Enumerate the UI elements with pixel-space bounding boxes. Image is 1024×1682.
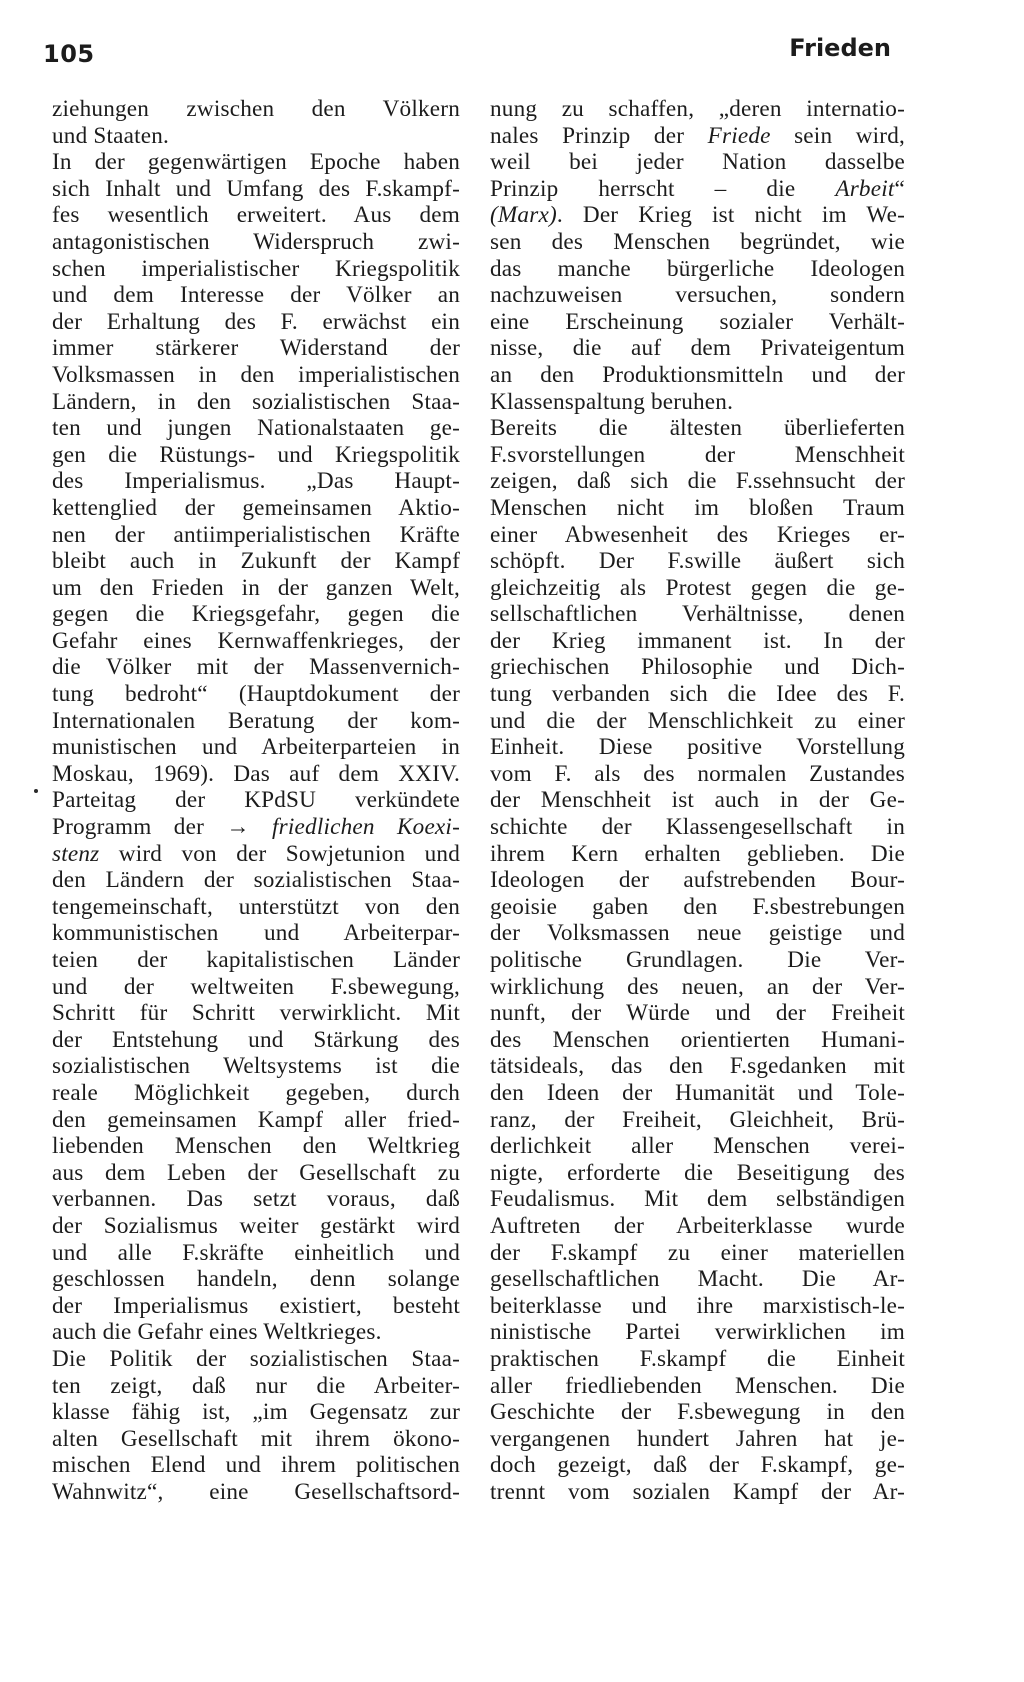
right-column-line: aller friedliebenden Menschen. Die [490,1372,905,1399]
left-column-line: ziehungen zwischen den Völkern [52,96,460,122]
left-column-line: Wahnwitz“, eine Gesellschaftsord- [52,1478,460,1505]
right-column-line: an den Produktionsmitteln und der [490,361,905,388]
right-column-line: nachzuweisen versuchen, sondern [490,282,905,309]
line-text: wird von der Sowjetunion und [99,840,460,867]
left-column-line: mischen Elend und ihrem politischen [52,1452,460,1479]
right-column-line: politische Grundlagen. Die Ver- [490,947,905,973]
right-column-line: ninistische Partei verwirklichen im [490,1319,905,1346]
left-column-line: verbannen. Das setzt voraus, daß [52,1186,460,1213]
left-column-line: Volksmassen in den imperialistischen [52,361,460,388]
line-text: sein wird, [770,122,905,149]
left-column-line: den gemeinsamen Kampf aller fried- [52,1106,460,1133]
right-column-line: sen des Menschen begründet, wie [490,228,905,255]
left-column-line: Die Politik der sozialistischen Staa- [52,1345,460,1372]
right-column-line: Menschen nicht im bloßen Traum [490,494,905,521]
left-column-line: fes wesentlich erweitert. Aus dem [52,202,460,229]
left-column-line: teien der kapitalistischen Länder [52,947,460,973]
italic-text: (Marx) [490,202,557,229]
left-column-line: Gefahr eines Kernwaffenkrieges, der [52,627,460,654]
left-column-line: und alle F.skräfte einheitlich und [52,1239,460,1266]
left-column-line: Moskau, 1969). Das auf dem XXIV. [52,760,460,787]
left-column-line: Internationalen Beratung der kom- [52,707,460,734]
left-column-line: den Ländern der sozialistischen Staa- [52,867,460,894]
italic-text: Arbeit [835,175,895,202]
left-column-line: gegen die Kriegsgefahr, gegen die [52,601,460,628]
right-column-line: griechischen Philosophie und Dich- [490,654,905,681]
left-column-line: liebenden Menschen den Weltkrieg [52,1133,460,1160]
line-text: Programm der [52,814,227,841]
left-column-line: nen der antiimperialistischen Kräfte [52,521,460,548]
left-column-line: und Staaten. [52,122,170,149]
right-column-line: und die der Menschlichkeit zu einer [490,707,905,734]
left-column-line: klasse fähig ist, „im Gegensatz zur [52,1399,460,1426]
right-column-line: schichte der Klassengesellschaft in [490,814,905,841]
left-column-line: ten und jungen Nationalstaaten ge- [52,415,460,442]
line-text: . Der Krieg ist nicht im We- [556,202,905,229]
line-text: nales Prinzip der [490,122,708,149]
right-column-line: der Krieg immanent ist. In der [490,627,905,654]
right-text-column [490,96,905,1505]
right-column-line: doch gezeigt, daß der F.skampf, ge- [490,1452,905,1479]
right-column-line: geoisie gaben den F.sbestrebungen [490,893,905,920]
left-column-line: bleibt auch in Zukunft der Kampf [52,548,460,575]
right-column-line: zeigen, daß sich die F.ssehnsucht der [490,468,905,495]
right-column-line: Bereits die ältesten überlieferten [490,415,905,442]
left-column-line: die Völker mit der Massenvernich- [52,654,460,681]
right-column-line: der Volksmassen neue geistige und [490,920,905,947]
right-column-line: Einheit. Diese positive Vorstellung [490,734,905,761]
left-column-line: kettenglied der gemeinsamen Aktio- [52,494,460,521]
right-column-line: derlichkeit aller Menschen verei- [490,1133,905,1160]
left-column-line: des Imperialismus. „Das Haupt- [52,468,460,495]
right-column-line: Geschichte der F.sbewegung in den [490,1399,905,1426]
left-column-line: immer stärkerer Widerstand der [52,335,460,362]
right-column-line: schöpft. Der F.swille äußert sich [490,548,905,575]
left-column-line: sich Inhalt und Umfang des F.skampf- [52,175,460,202]
right-column-line: Feudalismus. Mit dem selbständigen [490,1186,905,1213]
right-column-line [490,176,905,203]
left-column-line: Schritt für Schritt verwirklicht. Mit [52,1000,460,1027]
right-column-line: nisse, die auf dem Privateigentum [490,335,905,362]
right-column-line: eine Erscheinung sozialer Verhält- [490,308,905,335]
right-column-line: wirklichung des neuen, an der Ver- [490,973,905,1000]
right-column-line: nung zu schaffen, „deren internatio- [490,96,905,122]
left-column-line: kommunistischen und Arbeiterpar- [52,920,460,947]
left-column-line: gen die Rüstungs- und Kriegspolitik [52,441,460,468]
right-column-line: einer Abwesenheit des Krieges er- [490,521,905,548]
right-column-line: nigte, erforderte die Beseitigung des [490,1159,905,1186]
line-text: “ [894,175,905,202]
italic-text: Friede [707,122,771,149]
right-column-line: ranz, der Freiheit, Gleichheit, Brü- [490,1106,905,1133]
left-column-line [52,814,460,841]
left-column-line: ten zeigt, daß nur die Arbeiter- [52,1372,460,1399]
left-column-line: tengemeinschaft, unterstützt von den [52,893,460,920]
right-column-line: F.svorstellungen der Menschheit [490,441,905,468]
right-column-line: praktischen F.skampf die Einheit [490,1345,905,1372]
right-column-line: sellschaftlichen Verhältnisse, denen [490,601,905,628]
italic-text: → friedlichen Koexi- [226,814,460,841]
right-column-line: vom F. als des normalen Zustandes [490,760,905,787]
right-column-line: der Menschheit ist auch in der Ge- [490,787,905,814]
left-column-line: geschlossen handeln, denn solange [52,1266,460,1293]
right-column-line: Ideologen der aufstrebenden Bour- [490,867,905,894]
left-column-line: munistischen und Arbeiterparteien in [52,734,460,761]
right-column-line: beiterklasse und ihre marxistisch-le- [490,1292,905,1319]
left-column-line: Ländern, in den sozialistischen Staa- [52,388,460,415]
right-column-line: nunft, der Würde und der Freiheit [490,1000,905,1027]
left-column-line: und dem Interesse der Völker an [52,282,460,309]
left-column-line: aus dem Leben der Gesellschaft zu [52,1159,460,1186]
right-column-line [490,123,905,150]
page-number: 105 [43,40,95,68]
right-column-line: gleichzeitig als Protest gegen die ge- [490,574,905,601]
right-column-line: des Menschen orientierten Humani- [490,1026,905,1053]
right-column-line: der F.skampf zu einer materiellen [490,1239,905,1266]
left-column-line: um den Frieden in der ganzen Welt, [52,574,460,601]
left-column-line: der Entstehung und Stärkung des [52,1026,460,1053]
left-column-line: schen imperialistischer Kriegspolitik [52,255,460,282]
left-column-line: und der weltweiten F.sbewegung, [52,973,460,1000]
line-text: Prinzip herrscht – die [490,175,836,202]
left-column-line: der Sozialismus weiter gestärkt wird [52,1212,460,1239]
right-column-line: Klassenspaltung beruhen. [490,388,734,415]
left-column-line: der Imperialismus existiert, besteht [52,1292,460,1319]
right-column-line: das manche bürgerliche Ideologen [490,255,905,282]
right-column-line [490,202,905,229]
left-column-line: auch die Gefahr eines Weltkrieges. [52,1319,382,1346]
running-head: Frieden [789,34,891,62]
left-column-line: antagonistischen Widerspruch zwi- [52,228,460,255]
right-column-line: tätsideals, das den F.sgedanken mit [490,1053,905,1080]
left-column-line: tung bedroht“ (Hauptdokument der [52,681,460,708]
print-speck [34,789,38,793]
left-column-line: der Erhaltung des F. erwächst ein [52,308,460,335]
right-column-line: Auftreten der Arbeiterklasse wurde [490,1212,905,1239]
left-column-line: reale Möglichkeit gegeben, durch [52,1079,460,1106]
left-text-column [52,96,460,1505]
right-column-line: vergangenen hundert Jahren hat je- [490,1425,905,1452]
italic-text: stenz [52,840,100,867]
right-column-line: trennt vom sozialen Kampf der Ar- [490,1478,905,1505]
right-column-line: den Ideen der Humanität und Tole- [490,1079,905,1106]
right-column-line: weil bei jeder Nation dasselbe [490,149,905,176]
left-column-line: alten Gesellschaft mit ihrem ökono- [52,1425,460,1452]
left-column-line [52,841,460,868]
left-column-line: sozialistischen Weltsystems ist die [52,1053,460,1080]
left-column-line: Parteitag der KPdSU verkündete [52,787,460,814]
right-column-line: gesellschaftlichen Macht. Die Ar- [490,1266,905,1293]
right-column-line: ihrem Kern erhalten geblieben. Die [490,840,905,867]
right-column-line: tung verbanden sich die Idee des F. [490,681,905,708]
left-column-line: In der gegenwärtigen Epoche haben [52,149,460,176]
